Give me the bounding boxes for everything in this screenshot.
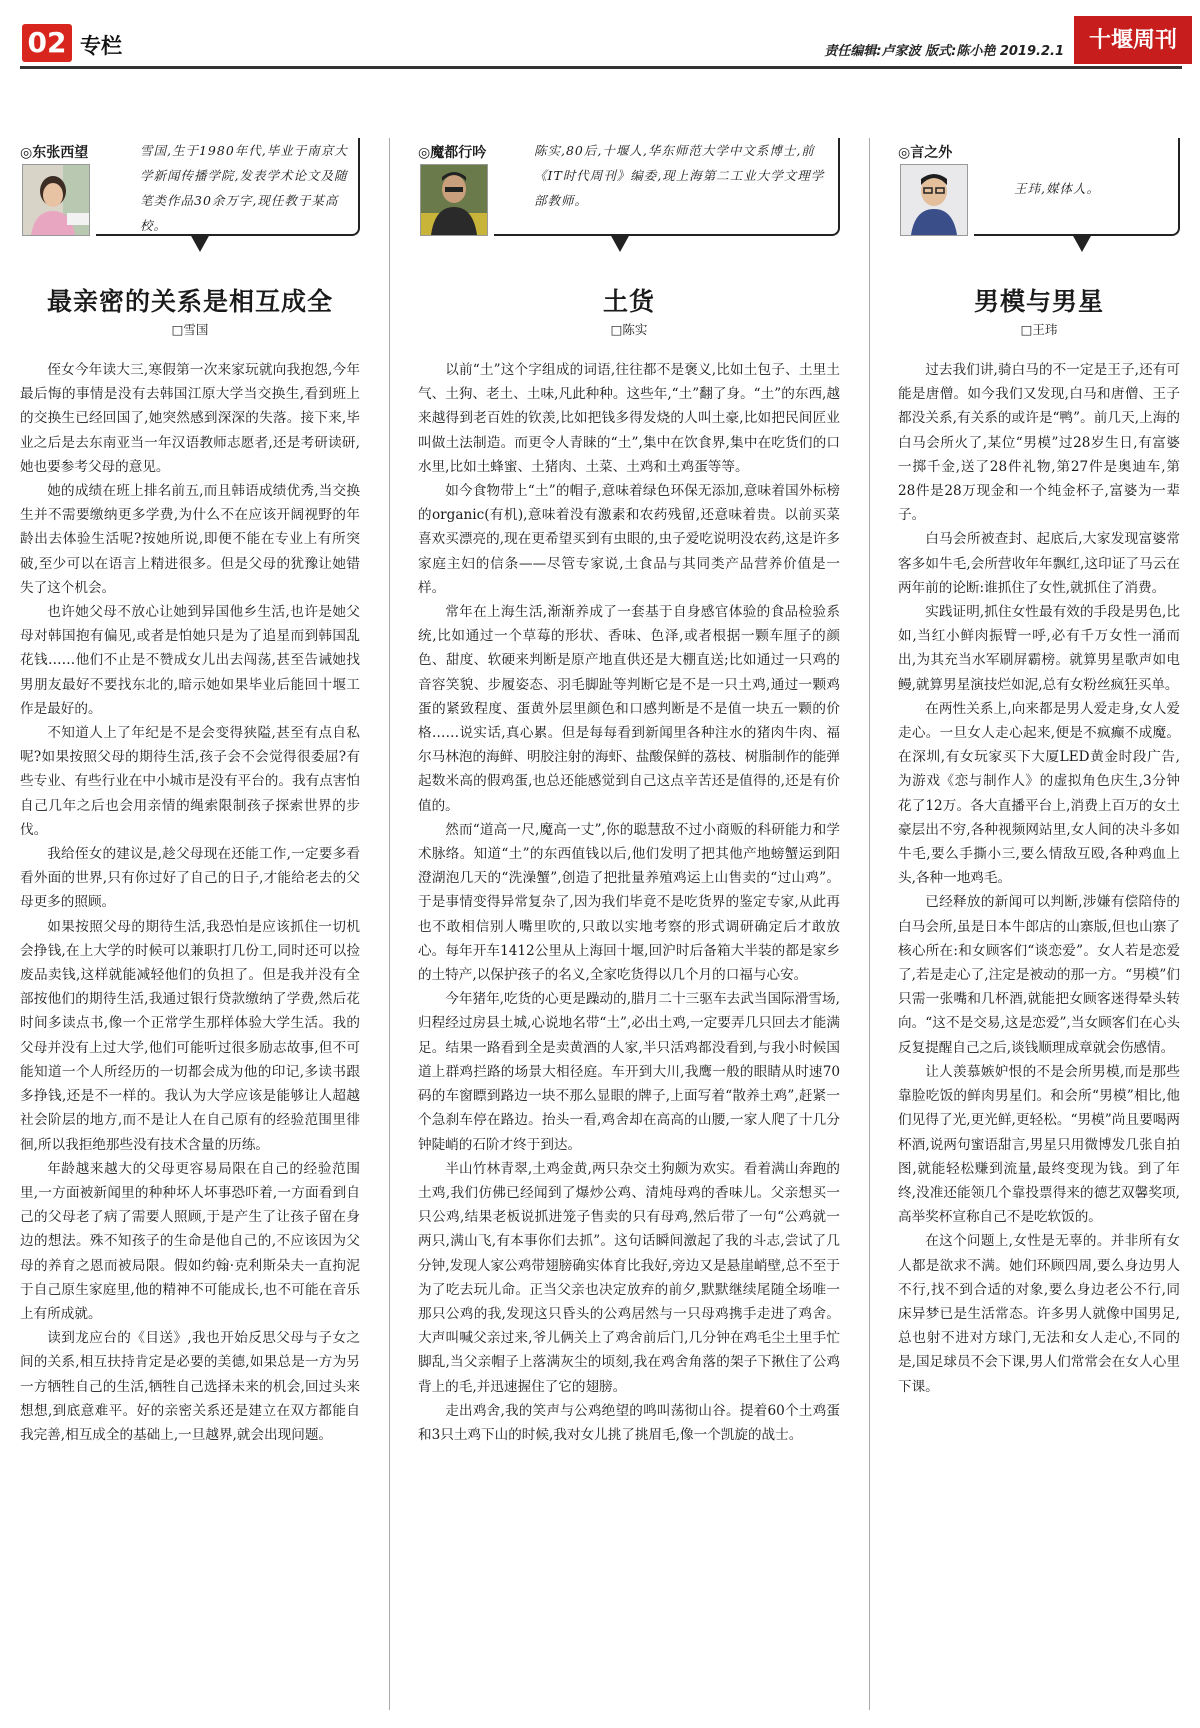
paragraph: 然而“道高一尺,魔高一丈”,你的聪慧敌不过小商贩的科研能力和学术脉络。知道“土”的东西值钱以后,他们发明了把其他产地螃蟹运到阳澄湖泡几天的“洗澡蟹”,创造了把批量养殖鸡运上山售卖的“过山鸡”。于是事情变得异常复杂了,因为我们毕竟不是吃货界的鉴定专家,从此再也不敢相信别人嘴里吹的,只敢以实地考察的形式调研确定后才敢放心。每年开车1412公里从上海回十堰,回沪时后备箱大半装的都是家乡的土特产,以保护孩子的名义,全家吃货得以几个月的口福与心安。 [418, 821, 840, 984]
portrait-image [421, 165, 487, 235]
paragraph: 已经释放的新闻可以判断,涉嫌有偿陪侍的白马会所,虽是日本牛郎店的山寨版,但也山寨了核心所在:和女顾客们“谈恋爱”。女人若是恋爱了,若是走心了,注定是被动的那一方。“男模”们只需一张嘴和几杯酒,就能把女顾客迷得晕头转向。“这不是交易,这是恋爱”,当女顾客们在心头反复提醒自己之后,谈钱顺理成章就会伤感情。 [898, 894, 1180, 1056]
author-photo [900, 164, 968, 236]
paragraph: 如今食物带上“土”的帽子,意味着绿色环保无添加,意味着国外标榜的organic(有机),意味着没有激素和农药残留,还意味着贵。以前买菜喜欢买漂亮的,现在更希望买到有虫眼的,虫子爱吃说明没农药,这是许多家庭主妇的信条——尽管专家说,土食品与其同类产品营养价值是一样。 [418, 483, 840, 596]
article-title: 最亲密的关系是相互成全 [46, 287, 333, 316]
speech-tail [1072, 234, 1092, 252]
portrait-image [901, 165, 967, 235]
paragraph: 常年在上海生活,渐渐养成了一套基于自身感官体验的食品检验系统,比如通过一个草莓的形状、香味、色泽,或者根据一颗车厘子的颜色、甜度、软硬来判断是原产地直供还是大棚直送;比如通过一只鸡的音容笑貌、步履姿态、羽毛脚趾等判断它是不是一只土鸡,通过一颗鸡蛋的紧致程度、蛋黄外层里颜色和口感判断是不是值一块五一颗的价格……说实话,真心累。但是每每看到新闻里各种注水的猪肉牛肉、福尔马林泡的海鲜、明胶注射的海虾、盐酸保鲜的荔枝、树脂制作的能弹起数米高的假鸡蛋,也总还能感觉到自己这点辛苦还是值得的,还是有价值的。 [418, 604, 840, 814]
author-bio: 雪国,生于1980年代,毕业于南京大学新闻传播学院,发表学术论文及随笔类作品30余万字,现任教于某高校。 [140, 143, 348, 233]
author-bio-box [974, 138, 1180, 236]
author-bio-box [96, 138, 360, 236]
article-body [898, 358, 1180, 1399]
speech-tail [190, 234, 210, 252]
author-photo [420, 164, 488, 236]
paragraph: 半山竹林青翠,土鸡金黄,两只杂交土狗颇为欢实。看着满山奔跑的土鸡,我们仿佛已经闻到了爆炒公鸡、清炖母鸡的香味儿。父亲想买一只公鸡,结果老板说抓进笼子售卖的只有母鸡,然后带了一句“公鸡就一两只,满山飞,有本事你们去抓”。这句话瞬间激起了我的斗志,尝试了几分钟,发现人家公鸡带翅膀确实体育比我好,旁边又是悬崖峭壁,总不至于为了吃去玩儿命。正当父亲也决定放弃的前夕,默默继续尾随全场唯一那只公鸡的我,发现这只昏头的公鸡居然与一只母鸡携手走进了鸡舍。大声叫喊父亲过来,爷儿俩关上了鸡舍前后门,几分钟在鸡毛尘土里手忙脚乱,当父亲帽子上落满灰尘的顷刻,我在鸡舍角落的架子下揪住了公鸡背上的毛,并迅速握住了它的翅膀。 [418, 1160, 840, 1395]
column-1 [20, 138, 360, 1447]
paragraph: 在这个问题上,女性是无辜的。并非所有女人都是欲求不满。她们环顾四周,要么身边男人不行,找不到合适的对象,要么身边老公不行,同床异梦已是生活常态。许多男人就像中国男足,总也射不进对方球门,无法和女人走心,不同的是,国足球员不会下课,男人们常常会在女人心里下课。 [898, 1233, 1180, 1395]
speech-tail [610, 234, 630, 252]
author-profile [898, 138, 1180, 258]
paragraph: 侄女今年读大三,寒假第一次来家玩就向我抱怨,今年最后悔的事情是没有去韩国江原大学当交换生,看到班上的交换生已经回国了,她突然感到深深的失落。接下来,毕业之后是去东南亚当一年汉语教师志愿者,还是考研读研,她也要参考父母的意见。 [20, 362, 360, 475]
portrait-image [23, 165, 89, 235]
paragraph: 她的成绩在班上排名前五,而且韩语成绩优秀,当交换生并不需要缴纳更多学费,为什么不在应该开阔视野的年龄出去体验生活呢?按她所说,即便不能在专业上有所突破,至少可以在语言上精进很多。但是父母的犹豫让她错失了这个机会。 [20, 483, 360, 596]
article-body [20, 358, 360, 1447]
paragraph: 我给侄女的建议是,趁父母现在还能工作,一定要多看看外面的世界,只有你过好了自己的日子,才能给老去的父母更多的照顾。 [20, 846, 360, 911]
paragraph: 以前“土”这个字组成的词语,往往都不是褒义,比如土包子、土里土气、土狗、老土、土味,凡此种种。这些年,“土”翻了身。“土”的东西,越来越得到老百姓的钦羡,比如把钱多得发烧的人叫土豪,比如把民间匠业叫做土法制造。而更令人青睐的“土”,集中在饮食界,集中在吃货们的口水里,比如土蜂蜜、土猪肉、土菜、土鸡和土鸡蛋等等。 [418, 362, 840, 475]
author-label: ◎言之外 [898, 145, 953, 161]
editor-credits: 责任编辑:卢家波 版式:陈小艳 2019.2.1 [824, 44, 1064, 59]
brand-logo: 十堰周刊 [1074, 16, 1192, 64]
author-profile [20, 138, 360, 258]
author-label: ◎东张西望 [20, 145, 89, 161]
paragraph: 今年猪年,吃货的心更是躁动的,腊月二十三驱车去武当国际滑雪场,归程经过房县土城,心说地名带“土”,必出土鸡,一定要弄几只回去才能满足。结果一路看到全是卖黄酒的人家,半只活鸡都没看到,与我小时候国道上群鸡拦路的场景大相径庭。车开到大川,我鹰一般的眼睛从时速70码的车窗瞟到路边一块不那么显眼的牌子,上面写着“散养土鸡”,赶紧一个急刹车停在路边。抬头一看,鸡舍却在高高的山腰,一家人爬了十几分钟陡峭的石阶才终于到达。 [418, 991, 840, 1153]
column-3 [898, 138, 1180, 1399]
section-name: 专栏 [80, 34, 122, 58]
paragraph: 读到龙应台的《目送》,我也开始反思父母与子女之间的关系,相互扶持肯定是必要的美德,如果总是一方为另一方牺牲自己的生活,牺牲自己选择未来的机会,回过头来想想,到底意难平。好的亲密关系还是建立在双方都能自我完善,相互成全的基础上,一旦越界,就会出现问题。 [20, 1330, 360, 1443]
author-label: ◎魔都行吟 [418, 145, 487, 161]
column-2 [418, 138, 840, 1447]
page-header [0, 0, 1200, 70]
author-profile [418, 138, 840, 258]
author-bio: 陈实,80后,十堰人,华东师范大学中文系博士,前《IT时代周刊》编委,现上海第二工业大学文理学部教师。 [534, 143, 825, 208]
author-bio: 王玮,媒体人。 [1014, 181, 1100, 196]
paragraph: 过去我们讲,骑白马的不一定是王子,还有可能是唐僧。如今我们又发现,白马和唐僧、王子都没关系,有关系的或许是“鸭”。前几天,上海的白马会所火了,某位“男模”过28岁生日,有富婆一掷千金,送了28件礼物,第27件是奥迪车,第28件是28万现金和一个纯金杯子,富婆为一辈子。 [898, 362, 1180, 524]
column-divider [389, 138, 390, 1710]
article-byline: □陈实 [610, 322, 648, 337]
paragraph: 也许她父母不放心让她到异国他乡生活,也许是她父母对韩国抱有偏见,或者是怕她只是为了追星而到韩国乱花钱……他们不止是不赞成女儿出去闯荡,甚至告诫她找男朋友最好不要找东北的,暗示她如果毕业后能回十堰工作是最好的。 [20, 604, 360, 717]
header-rule [20, 66, 1182, 69]
author-photo [22, 164, 90, 236]
paragraph: 走出鸡舍,我的笑声与公鸡绝望的鸣叫荡彻山谷。提着60个土鸡蛋和3只土鸡下山的时候,我对女儿挑了挑眉毛,像一个凯旋的战士。 [418, 1402, 840, 1443]
author-bio-box [494, 138, 840, 236]
page-number: 02 [22, 24, 72, 62]
paragraph: 年龄越来越大的父母更容易局限在自己的经验范围里,一方面被新闻里的种种坏人坏事恐吓着,一方面看到自己的父母老了病了需要人照顾,于是产生了让孩子留在身边的想法。殊不知孩子的生命是他自己的,不应该因为父母的养育之恩而被局限。假如约翰·克利斯朵夫一直拘泥于自己原生家庭里,他的精神不可能成长,也不可能在音乐上有所成就。 [20, 1160, 360, 1322]
article-byline: □雪国 [171, 322, 209, 337]
paragraph: 在两性关系上,向来都是男人爱走身,女人爱走心。一旦女人走心起来,便是不疯癫不成魔。在深圳,有女玩家买下大厦LED黄金时段广告,为游戏《恋与制作人》的虚拟角色庆生,3分钟花了12万。各大直播平台上,消费上百万的女土豪层出不穷,各种视频网站里,女人间的决斗多如牛毛,要么手撕小三,要么情敌互殴,各种鸡血上头,各种一地鸡毛。 [898, 700, 1180, 887]
paragraph: 不知道人上了年纪是不是会变得狭隘,甚至有点自私呢?如果按照父母的期待生活,孩子会不会觉得很委屈?有些专业、有些行业在中小城市是没有平台的。我有点害怕自己几年之后也会用亲情的绳索限制孩子探索世界的步伐。 [20, 725, 360, 838]
article-body [418, 358, 840, 1447]
paragraph: 如果按照父母的期待生活,我恐怕是应该抓住一切机会挣钱,在上大学的时候可以兼职打几份工,同时还可以捡废品卖钱,这样就能减轻他们的负担了。但是我并没有全部按他们的期待生活,我通过银行贷款缴纳了学费,然后花时间多读点书,像一个正常学生那样体验大学生活。我的父母并没有上过大学,他们可能听过很多励志故事,但不可能知道一个人所经历的一切都会成为他的印记,多读书跟多挣钱,还是不一样的。我认为大学应该是能够让人超越社会阶层的地方,而不是让人在自己原有的经验范围里徘徊,所以我拒绝那些没有技术含量的历练。 [20, 918, 360, 1153]
paragraph: 白马会所被查封、起底后,大家发现富婆常客多如牛毛,会所营收年年飘红,这印证了马云在两年前的论断:谁抓住了女性,就抓住了消费。 [898, 531, 1180, 596]
article-title: 土货 [602, 287, 655, 316]
paragraph: 让人羡慕嫉妒恨的不是会所男模,而是那些靠脸吃饭的鲜肉男星们。和会所“男模”相比,他们见得了光,更光鲜,更轻松。“男模”尚且要喝两杯酒,说两句蜜语甜言,男星只用微博发几张自拍图,就能轻松赚到流量,最终变现为钱。到了年终,没准还能领几个靠投票得来的德艺双馨奖项,高举奖杯宣称自己不是吃软饭的。 [898, 1063, 1180, 1226]
article-title: 男模与男星 [973, 287, 1104, 316]
paragraph: 实践证明,抓住女性最有效的手段是男色,比如,当红小鲜肉振臂一呼,必有千万女性一涌而出,为其充当水军刷屏霸榜。就算男星歌声如电鳗,就算男星演技烂如泥,总有女粉丝疯狂买单。 [898, 604, 1180, 693]
column-divider [869, 138, 870, 1710]
article-byline: □王玮 [1020, 322, 1058, 337]
